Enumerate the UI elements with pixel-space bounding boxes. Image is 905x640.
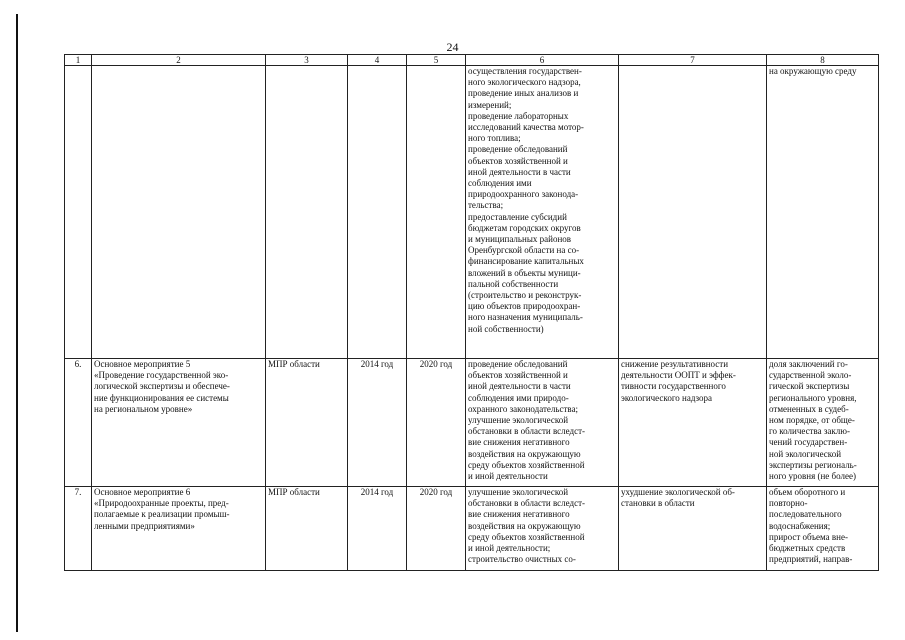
- activities-cell: [466, 359, 619, 487]
- cell-text-line: на региональном уровне»: [94, 403, 193, 414]
- cell-text-line: бюджетных средств: [769, 543, 846, 554]
- cell-text-line: становки в области: [621, 498, 695, 509]
- consequences-cell: [619, 487, 767, 571]
- indicators-cell: [767, 359, 879, 487]
- cell-text-line: цию объектов природоохран-: [468, 301, 581, 312]
- column-header: 8: [767, 55, 879, 66]
- cell-text-line: пальной собственности: [468, 278, 559, 289]
- activities-cell: [466, 487, 619, 571]
- cell-text-line: измерений;: [468, 99, 512, 110]
- row-number-cell: 7.: [65, 487, 92, 571]
- cell-text-line: водоснабжения;: [769, 520, 831, 531]
- cell-text-line: исследований качества мотор-: [468, 122, 584, 133]
- start-year-cell: 2014 год: [348, 487, 407, 571]
- cell-text-line: среду объектов хозяйственной: [468, 459, 585, 470]
- cell-text-line: и иной деятельности;: [468, 543, 551, 554]
- row-number-cell: [65, 66, 92, 359]
- cell-text-line: ленными предприятиями»: [94, 520, 195, 531]
- end-year-cell: 2020 год: [407, 487, 466, 571]
- consequences-cell: [619, 359, 767, 487]
- cell-text-line: деятельности ООПТ и эффек-: [621, 370, 736, 381]
- cell-text-line: вие снижения негативного: [468, 437, 570, 448]
- cell-text-line: строительство очистных со-: [468, 554, 576, 565]
- cell-text-line: предоставление субсидий: [468, 211, 567, 222]
- executor-cell: МПР области: [266, 359, 348, 487]
- cell-text-line: вие снижения негативного: [468, 509, 570, 520]
- executor-cell: [266, 66, 348, 359]
- start-year-cell: 2014 год: [348, 359, 407, 487]
- cell-text-line: экспертизы региональ-: [769, 459, 857, 470]
- end-year-cell: [407, 66, 466, 359]
- cell-text-line: сударственной эколо-: [769, 370, 852, 381]
- column-header: 5: [407, 55, 466, 66]
- cell-text-line: доля заключений го-: [769, 359, 848, 369]
- table-row: [65, 487, 879, 571]
- cell-text-line: ной собственности): [468, 323, 544, 334]
- cell-text-line: экологического надзора: [621, 392, 713, 403]
- activities-cell: [466, 66, 619, 359]
- cell-text-line: проведение лабораторных: [468, 110, 569, 121]
- cell-text-line: «Проведение государственной эко-: [94, 370, 229, 381]
- cell-text-line: и муниципальных районов: [468, 234, 572, 245]
- cell-text-line: ного экологического надзора,: [468, 77, 581, 88]
- cell-text-line: проведение иных анализов и: [468, 88, 579, 99]
- cell-text-line: вложений в объекты муници-: [468, 267, 581, 278]
- column-header: 3: [266, 55, 348, 66]
- cell-text-line: Основное мероприятие 5: [94, 359, 191, 369]
- cell-text-line: предприятий, направ-: [769, 554, 853, 565]
- cell-text-line: ного топлива;: [468, 133, 521, 144]
- cell-text-line: тивности государственного: [621, 381, 726, 392]
- cell-text-line: природоохранного законода-: [468, 189, 579, 200]
- cell-text-line: соблюдения ими: [468, 178, 532, 189]
- indicators-cell: [767, 487, 879, 571]
- cell-text-line: логической экспертизы и обеспече-: [94, 381, 230, 392]
- column-header: 7: [619, 55, 767, 66]
- table-row: [65, 66, 879, 359]
- cell-text-line: бюджетам городских округов: [468, 222, 581, 233]
- column-header: 6: [466, 55, 619, 66]
- cell-text-line: ного уровня (не более): [769, 471, 856, 482]
- cell-text-line: воздействия на окружающую: [468, 448, 581, 459]
- cell-text-line: осуществления государствен-: [468, 66, 582, 76]
- cell-text-line: «Природоохранные проекты, пред-: [94, 498, 229, 509]
- executor-cell: МПР области: [266, 487, 348, 571]
- program-events-table: [64, 54, 879, 571]
- cell-text-line: обстановки в области вследст-: [468, 426, 586, 437]
- table-row: [65, 359, 879, 487]
- cell-text-line: обстановки в области вследст-: [468, 498, 586, 509]
- cell-text-line: иной деятельности в части: [468, 381, 571, 392]
- cell-text-line: ного назначения муниципаль-: [468, 312, 583, 323]
- cell-text-line: среду объектов хозяйственной: [468, 531, 585, 542]
- cell-text-line: объем оборотного и: [769, 487, 846, 497]
- column-header: 4: [348, 55, 407, 66]
- cell-text-line: прирост объема вне-: [769, 531, 848, 542]
- start-year-cell: [348, 66, 407, 359]
- cell-text-line: отмененных в судеб-: [769, 403, 849, 414]
- column-header: 2: [92, 55, 266, 66]
- cell-text-line: финансирование капитальных: [468, 256, 584, 267]
- cell-text-line: на окружающую среду: [769, 66, 857, 76]
- cell-text-line: охранного законодательства;: [468, 403, 579, 414]
- cell-text-line: повторно-: [769, 498, 808, 509]
- cell-text-line: (строительство и реконструк-: [468, 290, 582, 301]
- end-year-cell: 2020 год: [407, 359, 466, 487]
- cell-text-line: чений государствен-: [769, 437, 848, 448]
- binding-margin-line: [16, 14, 18, 632]
- indicators-cell: [767, 66, 879, 359]
- cell-text-line: проведение обследований: [468, 144, 568, 155]
- cell-text-line: улучшение экологической: [468, 487, 569, 497]
- cell-text-line: соблюдения ими природо-: [468, 392, 569, 403]
- cell-text-line: улучшение экологической: [468, 415, 569, 426]
- column-number-row: [65, 55, 879, 66]
- column-header: 1: [65, 55, 92, 66]
- cell-text-line: снижение результативности: [621, 359, 729, 369]
- cell-text-line: ной экологической: [769, 448, 842, 459]
- cell-text-line: ном порядке, от обще-: [769, 415, 855, 426]
- row-number-cell: 6.: [65, 359, 92, 487]
- cell-text-line: гической экспертизы: [769, 381, 850, 392]
- cell-text-line: и иной деятельности: [468, 471, 548, 482]
- cell-text-line: объектов хозяйственной и: [468, 370, 568, 381]
- cell-text-line: го количества заклю-: [769, 426, 851, 437]
- event-name-cell: [92, 487, 266, 571]
- page-number: 24: [446, 40, 459, 54]
- event-name-cell: [92, 66, 266, 359]
- cell-text-line: Оренбургской области на со-: [468, 245, 580, 256]
- cell-text-line: объектов хозяйственной и: [468, 155, 568, 166]
- cell-text-line: тельства;: [468, 200, 504, 211]
- cell-text-line: последовательного: [769, 509, 842, 520]
- cell-text-line: ние функционирования ее системы: [94, 392, 229, 403]
- cell-text-line: регионального уровня,: [769, 392, 857, 403]
- cell-text-line: Основное мероприятие 6: [94, 487, 191, 497]
- consequences-cell: [619, 66, 767, 359]
- cell-text-line: проведение обследований: [468, 359, 568, 369]
- cell-text-line: воздействия на окружающую: [468, 520, 581, 531]
- cell-text-line: полагаемые к реализации промыш-: [94, 509, 230, 520]
- cell-text-line: ухудшение экологической об-: [621, 487, 735, 497]
- cell-text-line: иной деятельности в части: [468, 166, 571, 177]
- event-name-cell: [92, 359, 266, 487]
